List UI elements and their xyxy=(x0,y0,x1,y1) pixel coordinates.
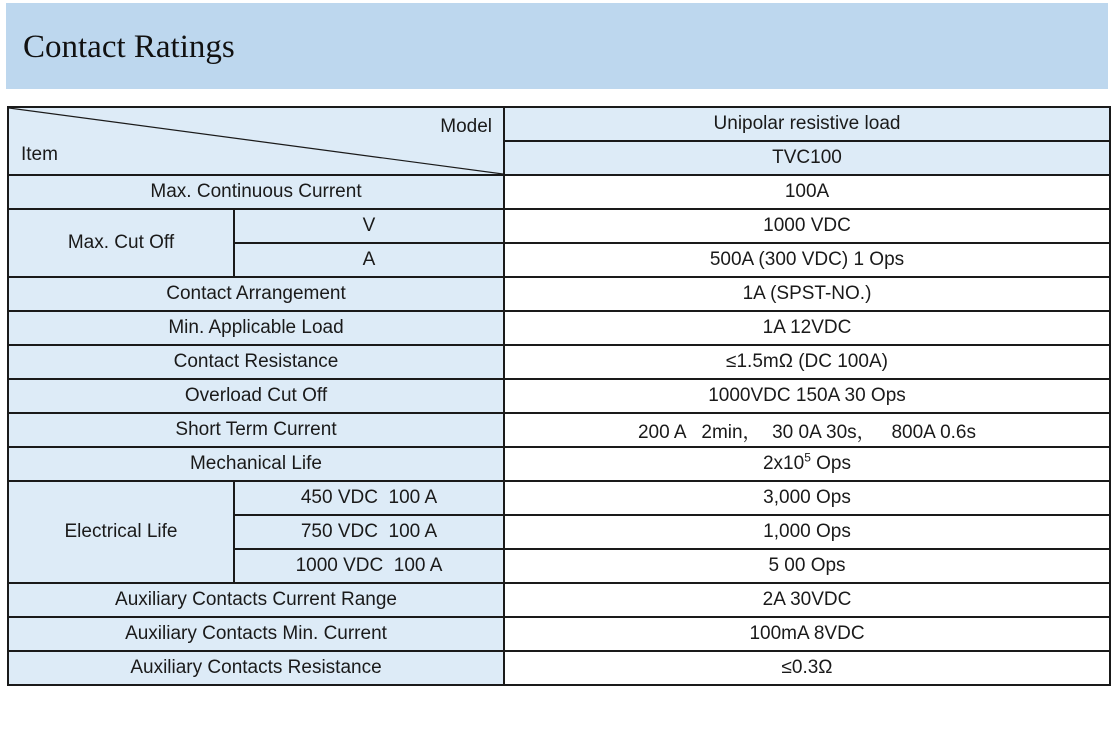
table-row xyxy=(8,481,1110,515)
row-label: Max. Continuous Current xyxy=(8,175,504,209)
sub-row-label: A xyxy=(234,243,504,277)
row-label: Contact Resistance xyxy=(8,345,504,379)
diagonal-divider xyxy=(9,108,503,174)
item-header-label: Item xyxy=(21,144,58,165)
row-value: 200 A 2min， 30 0A 30s， 800A 0.6s xyxy=(504,413,1110,447)
sub-row-label: 1000 VDC 100 A xyxy=(234,549,504,583)
model-header-label: Model xyxy=(440,116,492,137)
row-label: Contact Arrangement xyxy=(8,277,504,311)
row-value: 1000 VDC xyxy=(504,209,1110,243)
table-row xyxy=(8,651,1110,685)
row-value: ≤1.5mΩ (DC 100A) xyxy=(504,345,1110,379)
table-row xyxy=(8,311,1110,345)
contact-ratings-table xyxy=(7,106,1111,686)
row-value: 1000VDC 150A 30 Ops xyxy=(504,379,1110,413)
header-diagonal-cell xyxy=(8,107,504,175)
row-value: 2A 30VDC xyxy=(504,583,1110,617)
sub-row-label: V xyxy=(234,209,504,243)
load-type-header: Unipolar resistive load xyxy=(504,107,1110,141)
model-name-header: TVC100 xyxy=(504,141,1110,175)
section-banner xyxy=(6,3,1108,89)
row-value: 100A xyxy=(504,175,1110,209)
table-row xyxy=(8,447,1110,481)
row-label: Mechanical Life xyxy=(8,447,504,481)
table-row xyxy=(8,107,1110,141)
row-value: 1A (SPST-NO.) xyxy=(504,277,1110,311)
row-value xyxy=(504,447,1110,481)
table-row xyxy=(8,209,1110,243)
row-value: 1A 12VDC xyxy=(504,311,1110,345)
section-title: Contact Ratings xyxy=(23,29,235,65)
table-row xyxy=(8,379,1110,413)
mechanical-life-exponent: 5 xyxy=(804,450,811,465)
row-label: Auxiliary Contacts Resistance xyxy=(8,651,504,685)
mechanical-life-unit: Ops xyxy=(810,453,851,474)
row-value: 1,000 Ops xyxy=(504,515,1110,549)
table-row xyxy=(8,345,1110,379)
row-label: Auxiliary Contacts Min. Current xyxy=(8,617,504,651)
row-value: 3,000 Ops xyxy=(504,481,1110,515)
row-label: Min. Applicable Load xyxy=(8,311,504,345)
row-label: Electrical Life xyxy=(8,481,234,583)
row-label: Max. Cut Off xyxy=(8,209,234,277)
table-row xyxy=(8,277,1110,311)
row-label: Overload Cut Off xyxy=(8,379,504,413)
row-label: Short Term Current xyxy=(8,413,504,447)
row-value: 5 00 Ops xyxy=(504,549,1110,583)
table-row xyxy=(8,617,1110,651)
row-label: Auxiliary Contacts Current Range xyxy=(8,583,504,617)
sub-row-label: 750 VDC 100 A xyxy=(234,515,504,549)
mechanical-life-base: 2x10 xyxy=(762,453,805,474)
table-row xyxy=(8,583,1110,617)
row-value: 100mA 8VDC xyxy=(504,617,1110,651)
row-value: ≤0.3Ω xyxy=(504,651,1110,685)
sub-row-label: 450 VDC 100 A xyxy=(234,481,504,515)
table-row xyxy=(8,413,1110,447)
row-value: 500A (300 VDC) 1 Ops xyxy=(504,243,1110,277)
table-row xyxy=(8,175,1110,209)
